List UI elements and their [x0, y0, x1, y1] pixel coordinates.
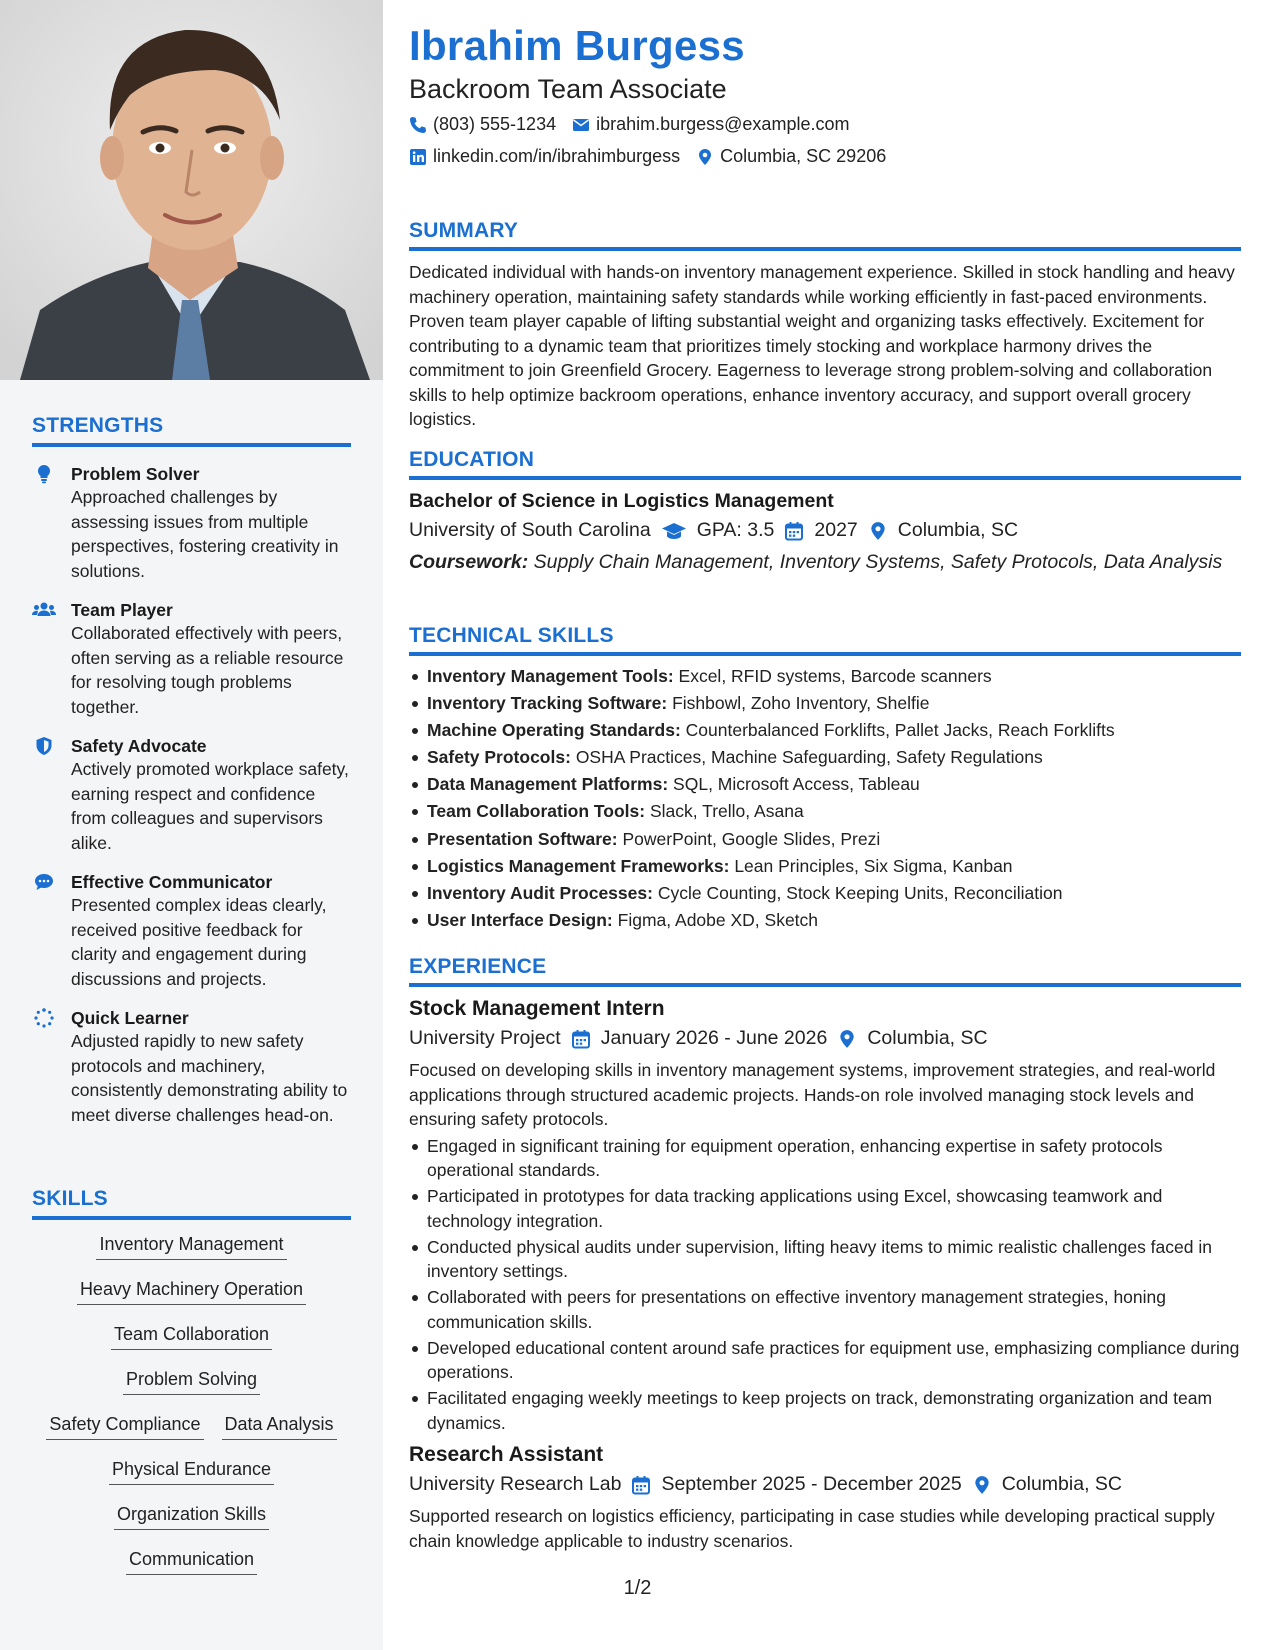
job-org: University Research Lab: [409, 1473, 622, 1495]
strength-title: Safety Advocate: [71, 736, 207, 756]
strength-description: Actively promoted workplace safety, earning respect and confidence from colleagues and supervisors alike.: [71, 759, 349, 853]
tech-skill-label: Machine Operating Standards:: [427, 720, 681, 741]
job-meta: [409, 1473, 1241, 1496]
job-summary: Focused on developing skills in inventory management systems, improvement strategies, and real-world applications through structured academic projects. Hands-on role involved managing stock levels and ensuring safety protocols.: [409, 1060, 1216, 1129]
coursework: [409, 550, 1241, 574]
list-item: [409, 664, 1241, 689]
summary-text: Dedicated individual with hands-on inventory management experience. Skilled in stock handling and heavy machinery operation, maintaining safety standards while working efficiently in fast-paced environments. Proven team player capable of lifting substantial weight and organizing tasks effectively. Excitement for contributing to a dynamic team that prioritizes timely stocking and workplace harmony drives the commitment to join Greenfield Grocery. Eagerness to leverage strong problem-solving and collaboration skills to help optimize backroom operations, enhance inventory accuracy, and support overall grocery logistics.: [409, 262, 1235, 429]
tech-skill-label: Inventory Tracking Software:: [427, 693, 668, 714]
shield-icon: [34, 736, 54, 756]
left-sidebar: [0, 0, 383, 1650]
list-item: [409, 718, 1241, 743]
list-item: [409, 772, 1241, 797]
list-item: [409, 691, 1241, 716]
education-heading: EDUCATION: [409, 448, 1241, 480]
list-item: Facilitated engaging weekly meetings to keep projects on track, demonstrating organization and team dynamics.: [409, 1386, 1241, 1435]
list-item: [409, 827, 1241, 852]
tech-skill-label: Data Management Platforms:: [427, 774, 669, 795]
tech-skill-value: SQL, Microsoft Access, Tableau: [673, 774, 920, 795]
spinner-icon: [34, 1008, 54, 1028]
tech-skill-value: Counterbalanced Forklifts, Pallet Jacks, Reach Forklifts: [685, 720, 1115, 741]
coursework-text: Supply Chain Management, Inventory Systems, Safety Protocols, Data Analysis: [533, 551, 1223, 573]
job-title: Research Assistant: [409, 1443, 604, 1466]
strength-description: Adjusted rapidly to new safety protocols and machinery, consistently demonstrating ability to meet diverse challenges head-on.: [71, 1031, 348, 1125]
strength-item: [32, 871, 351, 991]
strength-description: Approached challenges by assessing issues from multiple perspectives, fostering creativity in solutions.: [71, 487, 339, 581]
strength-description: Collaborated effectively with peers, often serving as a reliable resource for resolving tough problems together.: [71, 623, 344, 717]
page-number: 1/2: [623, 1577, 652, 1599]
tech-skill-value: Fishbowl, Zoho Inventory, Shelfie: [672, 693, 930, 714]
strengths-section: [32, 414, 351, 1127]
tech-skill-value: OSHA Practices, Machine Safeguarding, Safety Regulations: [575, 747, 1043, 768]
experience-section: [409, 955, 1241, 1553]
job-title: Stock Management Intern: [409, 997, 665, 1020]
lightbulb-icon: [34, 464, 54, 484]
location-contact: [696, 146, 886, 167]
coursework-label: Coursework:: [409, 551, 529, 573]
map-pin-icon: [972, 1475, 992, 1495]
strength-item: [32, 463, 351, 583]
candidate-role: Backroom Team Associate: [409, 74, 727, 104]
list-item: [409, 745, 1241, 770]
skill-tag: Physical Endurance: [109, 1457, 274, 1485]
job-summary: Supported research on logistics efficiency, participating in case studies while developing practical supply chain knowledge applicable to industry scenarios.: [409, 1506, 1215, 1551]
job-entry: [409, 1443, 1241, 1553]
strength-title: Effective Communicator: [71, 872, 273, 892]
skill-tag: Communication: [126, 1547, 257, 1575]
summary-section: [409, 219, 1241, 432]
job-org: University Project: [409, 1027, 561, 1049]
strength-item: [32, 1007, 351, 1127]
skill-tag: Safety Compliance: [46, 1412, 203, 1440]
skills-heading: SKILLS: [32, 1187, 351, 1220]
strength-item: [32, 735, 351, 855]
strength-title: Team Player: [71, 600, 173, 620]
list-item: Engaged in significant training for equipment operation, enhancing expertise in safety protocols operational standards.: [409, 1134, 1241, 1183]
tech-skill-value: Excel, RFID systems, Barcode scanners: [678, 666, 992, 686]
list-item: [409, 908, 1241, 933]
tech-skill-value: PowerPoint, Google Slides, Prezi: [622, 828, 881, 849]
strength-item: [32, 599, 351, 719]
tech-skill-value: Cycle Counting, Stock Keeping Units, Reconciliation: [657, 882, 1063, 903]
tech-skill-label: Inventory Management Tools:: [427, 666, 674, 686]
technical-skills-list: [409, 664, 1241, 932]
tech-skill-value: Figma, Adobe XD, Sketch: [617, 909, 819, 930]
skill-tag: Team Collaboration: [111, 1322, 272, 1350]
map-pin-icon: [696, 148, 714, 166]
chat-icon: [34, 872, 54, 892]
skill-tag: Data Analysis: [222, 1412, 337, 1440]
technical-skills-section: [409, 624, 1241, 935]
map-pin-icon: [868, 521, 888, 541]
list-item: [409, 854, 1241, 879]
gpa-text: GPA: 3.5: [696, 519, 775, 541]
job-entry: [409, 997, 1241, 1435]
email-contact[interactable]: [572, 114, 849, 135]
degree-title: Bachelor of Science in Logistics Management: [409, 490, 834, 512]
map-pin-icon: [837, 1029, 857, 1049]
graduation-year: 2027: [814, 519, 858, 541]
list-item: Collaborated with peers for presentations on effective inventory management strategies, honing communication skills.: [409, 1285, 1241, 1334]
summary-heading: SUMMARY: [409, 219, 1241, 251]
job-dates: September 2025 - December 2025: [661, 1473, 962, 1495]
strength-title: Quick Learner: [71, 1008, 189, 1028]
email-text: ibrahim.burgess@example.com: [596, 114, 850, 134]
experience-heading: EXPERIENCE: [409, 955, 1241, 987]
education-location: Columbia, SC: [897, 519, 1019, 541]
list-item: [409, 881, 1241, 906]
skill-tag: Problem Solving: [123, 1367, 260, 1395]
linkedin-contact[interactable]: [409, 146, 680, 167]
graduation-cap-icon: [661, 521, 687, 541]
calendar-icon: [784, 521, 804, 541]
strengths-heading: STRENGTHS: [32, 414, 351, 447]
contact-row-2: [409, 146, 886, 167]
list-item: Conducted physical audits under supervision, lifting heavy items to mimic realistic challenges faced in inventory settings.: [409, 1235, 1241, 1284]
school-name: University of South Carolina: [409, 519, 651, 541]
job-location: Columbia, SC: [1001, 1473, 1122, 1495]
skill-tag: Inventory Management: [96, 1232, 286, 1260]
education-meta: [409, 519, 1241, 542]
list-item: Developed educational content around safe practices for equipment use, emphasizing compliance during operations.: [409, 1336, 1241, 1385]
technical-skills-heading: TECHNICAL SKILLS: [409, 624, 1241, 656]
contact-row: [409, 114, 849, 135]
calendar-icon: [571, 1029, 591, 1049]
linkedin-text: linkedin.com/in/ibrahimburgess: [433, 146, 681, 166]
calendar-icon: [631, 1475, 651, 1495]
users-icon: [32, 600, 56, 620]
candidate-name: Ibrahim Burgess: [409, 22, 745, 69]
tech-skill-label: Logistics Management Frameworks:: [427, 855, 730, 876]
job-bullets: [409, 1134, 1241, 1436]
job-meta: [409, 1027, 1241, 1050]
profile-photo: [0, 0, 383, 380]
envelope-icon: [572, 116, 590, 134]
list-item: Participated in prototypes for data tracking applications using Excel, showcasing teamwork and technology integration.: [409, 1184, 1241, 1233]
location-text: Columbia, SC 29206: [720, 146, 887, 166]
job-dates: January 2026 - June 2026: [600, 1027, 828, 1049]
skill-tag: Heavy Machinery Operation: [77, 1277, 306, 1305]
strength-title: Problem Solver: [71, 464, 200, 484]
strength-description: Presented complex ideas clearly, received positive feedback for clarity and engagement during discussions and projects.: [71, 895, 327, 989]
skills-list: [32, 1232, 351, 1575]
job-location: Columbia, SC: [867, 1027, 988, 1049]
tech-skill-label: Team Collaboration Tools:: [427, 801, 646, 822]
skills-section: [32, 1187, 351, 1592]
tech-skill-value: Lean Principles, Six Sigma, Kanban: [734, 855, 1013, 876]
tech-skill-value: Slack, Trello, Asana: [649, 801, 804, 822]
education-section: [409, 448, 1241, 574]
tech-skill-label: Presentation Software:: [427, 828, 618, 849]
linkedin-icon: [409, 148, 427, 166]
phone-icon: [409, 116, 427, 134]
phone-text: (803) 555-1234: [433, 114, 557, 134]
list-item: [409, 799, 1241, 824]
skill-tag: Organization Skills: [114, 1502, 269, 1530]
tech-skill-label: Safety Protocols:: [427, 747, 571, 768]
tech-skill-label: User Interface Design:: [427, 909, 613, 930]
phone-contact[interactable]: [409, 114, 556, 135]
tech-skill-label: Inventory Audit Processes:: [427, 882, 653, 903]
